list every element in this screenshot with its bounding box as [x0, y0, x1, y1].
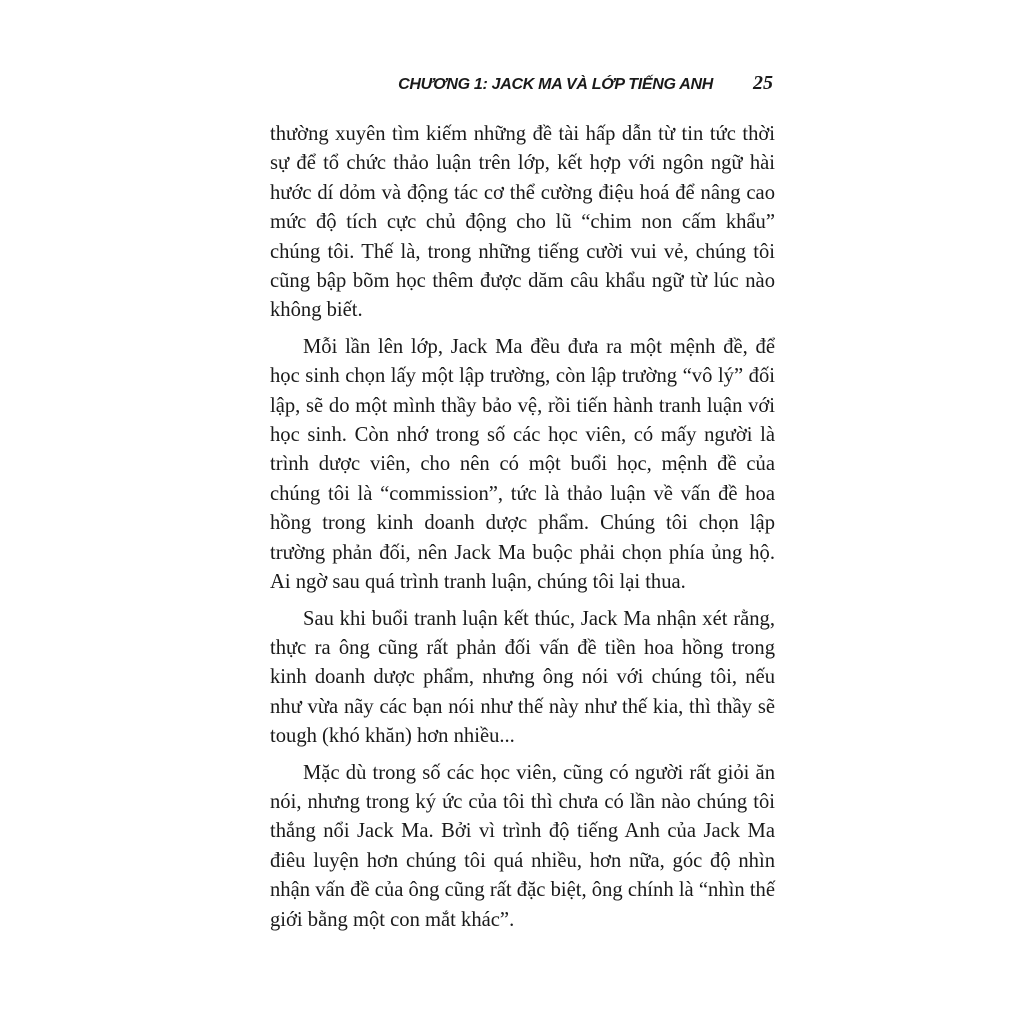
paragraph: Mặc dù trong số các học viên, cũng có người rất giỏi ăn nói, nhưng trong ký ức của tôi thì chưa có lần nào chúng tôi thắng nổi Jack Ma. Bởi vì trình độ tiếng Anh của Jack Ma điêu luyện hơn chúng tôi quá nhiều, hơn nữa, góc độ nhìn nhận vấn đề của ông cũng rất đặc biệt, ông chính là “nhìn thế giới bằng một con mắt khác”.: [270, 761, 775, 931]
chapter-title: CHƯƠNG 1: JACK MA VÀ LỚP TIẾNG ANH: [398, 76, 713, 93]
paragraph: Mỗi lần lên lớp, Jack Ma đều đưa ra một mệnh đề, để học sinh chọn lấy một lập trường, còn lập trường “vô lý” đối lập, sẽ do một mình thầy bảo vệ, rồi tiến hành tranh luận với học sinh. Còn nhớ trong số các học viên, có mấy người là trình dược viên, cho nên có một buổi học, mệnh đề của chúng tôi là “commission”, tức là thảo luận về vấn đề hoa hồng trong kinh doanh dược phẩm. Chúng tôi chọn lập trường phản đối, nên Jack Ma buộc phải chọn phía ủng hộ. Ai ngờ sau quá trình tranh luận, chúng tôi lại thua.: [270, 335, 775, 594]
page-number: 25: [753, 72, 773, 94]
paragraph-continuation: thường xuyên tìm kiếm những đề tài hấp dẫn từ tin tức thời sự để tổ chức thảo luận trên lớp, kết hợp với ngôn ngữ hài hước dí dỏm và động tác cơ thể cường điệu hoá để nâng cao mức độ tích cực chủ động cho lũ “chim non cấm khẩu” chúng tôi. Thế là, trong những tiếng cười vui vẻ, chúng tôi cũng bập bõm học thêm được dăm câu khẩu ngữ từ lúc nào không biết.: [270, 123, 775, 322]
body-text: [270, 120, 775, 942]
paragraph: Sau khi buổi tranh luận kết thúc, Jack Ma nhận xét rằng, thực ra ông cũng rất phản đối vấn đề tiền hoa hồng trong kinh doanh dược phẩm, nhưng ông nói với chúng tôi, nếu như vừa nãy các bạn nói như thế này như thế kia, thì thầy sẽ tough (khó khăn) hơn nhiều...: [270, 607, 775, 748]
running-head: [270, 72, 775, 102]
